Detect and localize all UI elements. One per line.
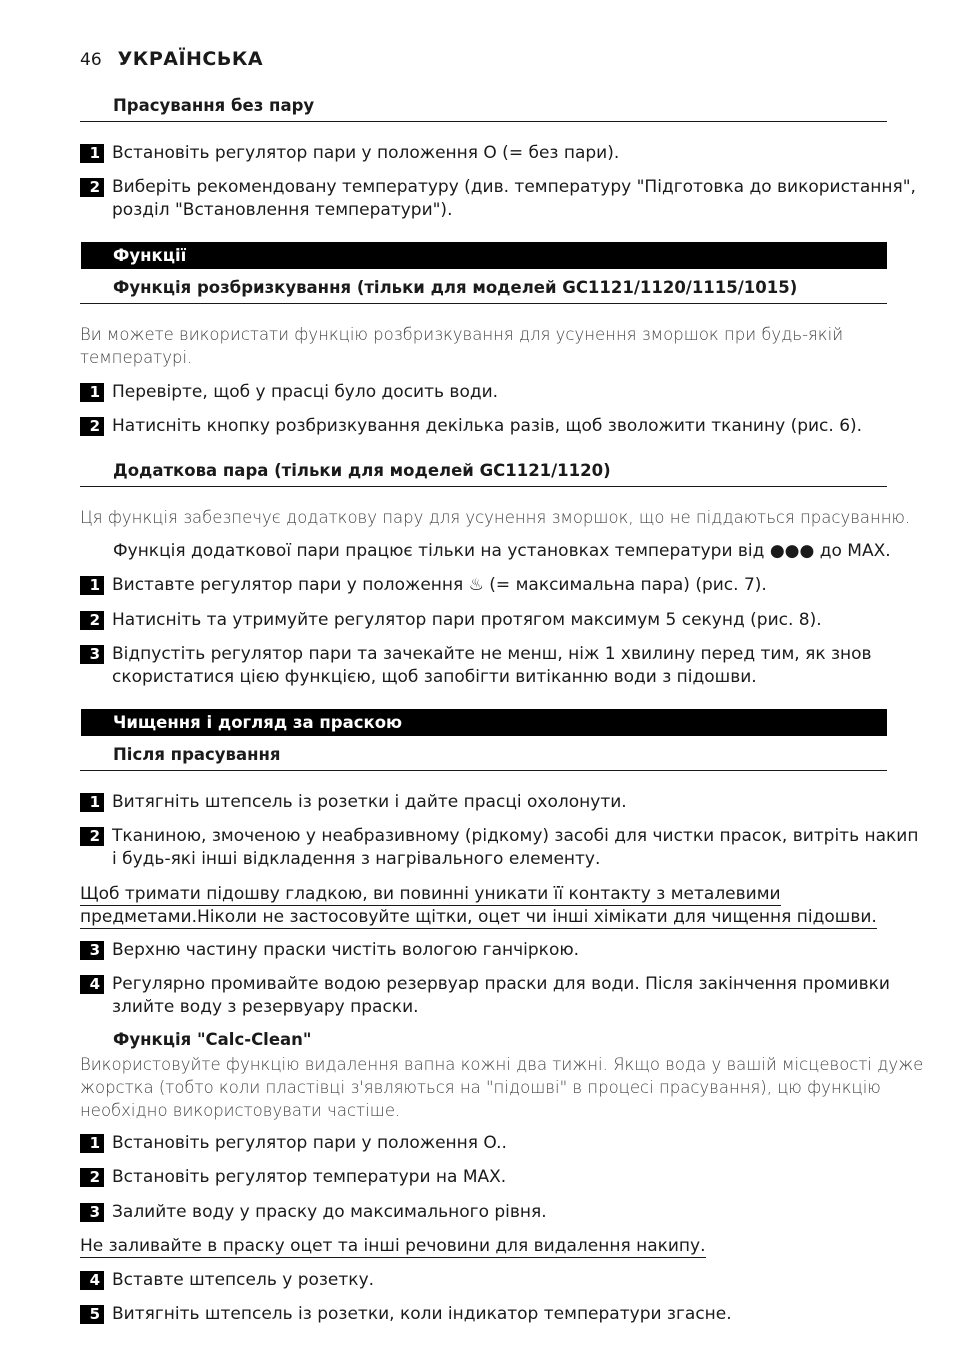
section-heading-after-ironing: Після прасування: [113, 745, 281, 764]
step-number: 3: [80, 941, 104, 960]
heading-rule: [80, 303, 887, 304]
step-line: Встановіть регулятор температури на MAX.: [112, 1167, 507, 1187]
step-line: і будь-які інші відкладення з нагрівального елементу.: [112, 849, 601, 869]
step-number: 1: [80, 383, 104, 402]
step-item: [80, 609, 890, 632]
step-text: [112, 415, 890, 438]
step-line: Виставте регулятор пари у положення ♨ (= максимальна пара) (рис. 7).: [112, 575, 767, 595]
step-item: [80, 415, 890, 438]
step-number: 3: [80, 1203, 104, 1222]
section-bar-cleaning: Чищення і догляд за праскою: [81, 709, 887, 736]
page-number: 46: [80, 50, 102, 70]
step-number: 1: [80, 793, 104, 812]
step-line: Витягніть штепсель із розетки, коли індикатор температури згасне.: [112, 1304, 732, 1324]
step-line: злийте воду з резервуару праски.: [112, 997, 419, 1017]
warning-line: предметами.Ніколи не застосовуйте щітки, оцет чи інші хімікати для чищення підошви.: [80, 907, 877, 927]
step-text: [112, 939, 890, 962]
step-line: Вставте штепсель у розетку.: [112, 1270, 375, 1290]
warning-text: [80, 883, 877, 929]
heading-rule: [80, 121, 887, 122]
note-text: Функція додаткової пари працює тільки на установках температури від ●●● до MAX.: [113, 541, 891, 561]
step-line: розділ "Встановлення температури").: [112, 200, 453, 220]
page-header: [80, 48, 263, 70]
step-number: 1: [80, 1134, 104, 1153]
step-number: 2: [80, 1168, 104, 1187]
step-item: [80, 574, 890, 597]
step-number: 2: [80, 178, 104, 197]
section-heading-ironing-without-steam: Прасування без пару: [113, 96, 315, 115]
step-item: [80, 973, 890, 1019]
step-item: [80, 825, 919, 871]
step-line: Натисніть та утримуйте регулятор пари протягом максимум 5 секунд (рис. 8).: [112, 610, 822, 630]
step-line: скористатися цією функцією, щоб запобігти витіканню води з підошви.: [112, 667, 757, 687]
language-title: УКРАЇНСЬКА: [117, 48, 264, 70]
step-item: [80, 1201, 890, 1224]
step-number: 4: [80, 1271, 104, 1290]
step-line: Витягніть штепсель із розетки і дайте прасці охолонути.: [112, 792, 627, 812]
step-item: [80, 381, 890, 404]
step-number: 3: [80, 645, 104, 664]
step-text: [112, 1166, 890, 1189]
step-number: 1: [80, 576, 104, 595]
heading-rule: [80, 486, 887, 487]
step-text: [112, 176, 916, 222]
step-text: [112, 142, 890, 165]
step-item: [80, 1132, 890, 1155]
step-item: [80, 1269, 890, 1292]
step-item: [80, 939, 890, 962]
step-item: [80, 791, 890, 814]
step-text: [112, 574, 890, 597]
step-line: Тканиною, змоченою у неабразивному (рідкому) засобі для чистки прасок, витріть накип: [112, 826, 919, 846]
step-number: 4: [80, 975, 104, 994]
step-text: [112, 973, 890, 1019]
step-line: Залийте воду у праску до максимального рівня.: [112, 1202, 547, 1222]
warning-line: Не заливайте в праску оцет та інші речовини для видалення накипу.: [80, 1236, 706, 1256]
section-heading-spray: Функція розбризкування (тільки для моделей GC1121/1120/1115/1015): [113, 278, 798, 297]
section-heading-calc-clean: Функція "Calc-Clean": [113, 1030, 312, 1049]
step-item: [80, 176, 916, 222]
step-line: Перевірте, щоб у прасці було досить води.: [112, 382, 499, 402]
warning-text: [80, 1235, 706, 1258]
step-number: 2: [80, 827, 104, 846]
step-text: [112, 1269, 890, 1292]
step-number: 2: [80, 611, 104, 630]
step-text: [112, 381, 890, 404]
step-number: 2: [80, 417, 104, 436]
step-line: Встановіть регулятор пари у положення O (= без пари).: [112, 143, 620, 163]
section-bar-features: Функції: [81, 242, 887, 269]
intro-paragraph: Ви можете використати функцію розбризкування для усунення зморшок при будь-якій температурі.: [80, 325, 844, 367]
step-line: Верхню частину праски чистіть вологою ганчіркою.: [112, 940, 580, 960]
intro-paragraph: Ця функція забезпечує додаткову пару для усунення зморшок, що не піддаються прасуванню.: [80, 508, 911, 527]
heading-rule: [80, 770, 887, 771]
step-text: [112, 791, 890, 814]
step-item: [80, 1166, 890, 1189]
step-line: Відпустіть регулятор пари та зачекайте не менш, ніж 1 хвилину перед тим, як знов: [112, 644, 872, 664]
section-heading-extra-steam: Додаткова пара (тільки для моделей GC1121/1120): [113, 461, 611, 480]
step-item: [80, 643, 890, 689]
step-number: 5: [80, 1305, 104, 1324]
step-item: [80, 1303, 890, 1326]
step-line: Встановіть регулятор пари у положення O..: [112, 1133, 507, 1153]
step-text: [112, 1132, 890, 1155]
step-text: [112, 609, 890, 632]
warning-line: Щоб тримати підошву гладкою, ви повинні уникати її контакту з металевими: [80, 884, 781, 904]
intro-paragraph: Використовуйте функцію видалення вапна кожні два тижні. Якщо вода у вашій місцевості дуже жорстка (тобто коли пластівці з'являються на "підошві" в процесі прасування), цю функцію необхідно використовувати частіше.: [80, 1055, 924, 1120]
step-text: [112, 1201, 890, 1224]
step-text: [112, 825, 918, 871]
step-line: Виберіть рекомендовану температуру (див. температуру "Підготовка до використання",: [112, 177, 916, 197]
step-line: Регулярно промивайте водою резервуар праски для води. Після закінчення промивки: [112, 974, 890, 994]
step-text: [112, 1303, 890, 1326]
step-number: 1: [80, 144, 104, 163]
step-item: [80, 142, 890, 165]
step-text: [112, 643, 890, 689]
step-line: Натисніть кнопку розбризкування декілька разів, щоб зволожити тканину (рис. 6).: [112, 416, 863, 436]
